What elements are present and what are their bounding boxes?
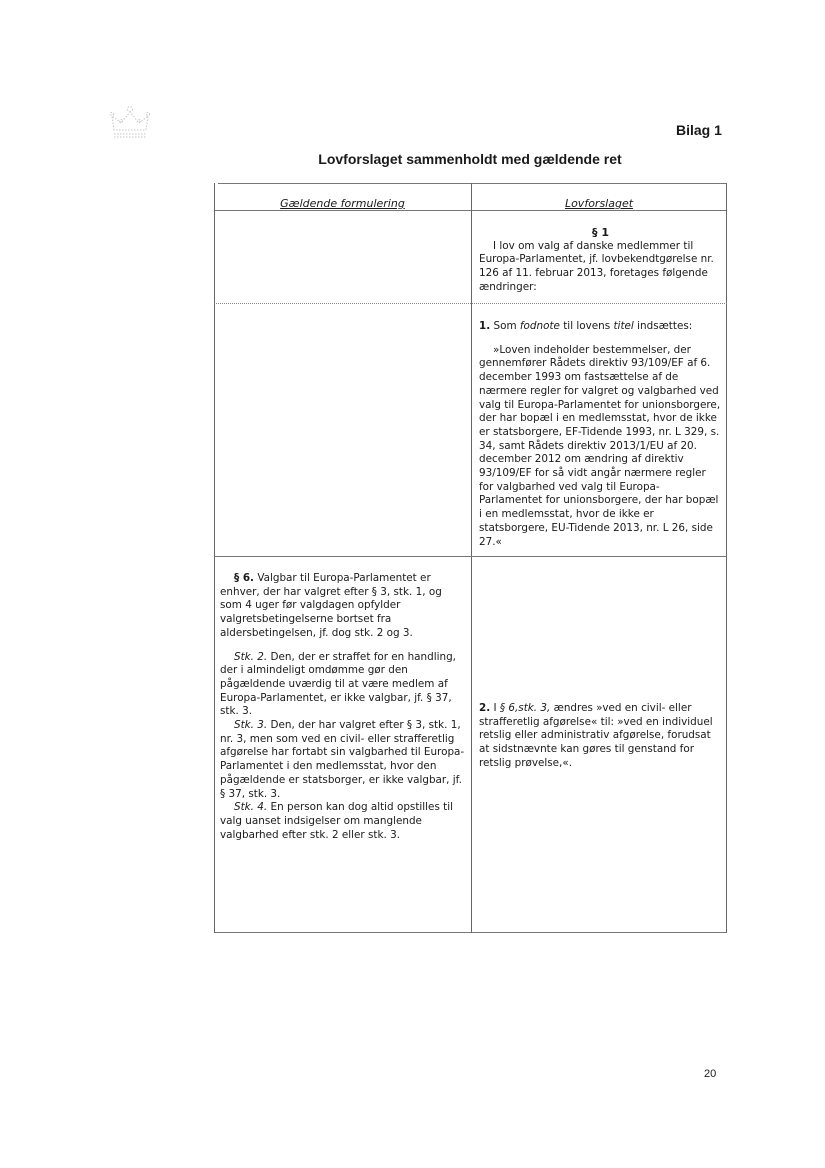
stk-2-label: Stk. 2.: [234, 650, 268, 663]
section-sign: § 1: [592, 226, 609, 239]
row2-proposal-cell: [479, 320, 722, 549]
amendment-1: [479, 320, 722, 334]
section-6-label: § 6.: [234, 572, 254, 584]
stk-3: [220, 719, 466, 801]
stk-4-text: En person kan dog altid opstilles til valg uanset indsigelser om manglende valgbarhed efter stk. 2 eller stk. 3.: [220, 801, 454, 841]
column-divider: [471, 183, 472, 933]
footnote-quote: »Loven indeholder bestemmelser, der gennemfører Rådets direktiv 93/109/EF af 6. december 1993 om fastsættelse af de nærmere regler for valgret og valgbarhed ved valg til Europa-Parlamentet for unionsborgere, der har bopæl i en medlemsstat, hvor de ikke er statsborgere, EF-Tidende 1993, nr. L 329, s. 34, samt Rådets direktiv 2013/1/EU af 20. december 2012 om ændring af direktiv 93/109/EF for så vidt angår nærmere regler for valgbarhed ved valg til Europa-Parlamentet for unionsborgere, der har bopæl i en medlemsstat, hvor de ikke er statsborgere, EU-Tidende 2013, nr. L 26, side 27.«: [479, 343, 721, 548]
current-law-cell: [220, 572, 466, 842]
amendment-1-text: indsættes:: [637, 320, 693, 332]
page-title: Lovforslaget sammenholdt med gældende ret: [318, 151, 622, 167]
stk-2: [220, 651, 466, 720]
comparison-table: [214, 183, 727, 933]
section-6-text: Valgbar til Europa-Parlamentet er enhver, der har valgret efter § 3, stk. 1, og som 4 uger før valgdagen opfylder valgretsbetingelserne bortset fra aldersbetingelsen, jf. dog stk. 2 og 3.: [220, 572, 442, 639]
table-right-border: [726, 183, 727, 933]
page-number: 20: [704, 1068, 717, 1080]
stk-3-label: Stk. 3.: [234, 719, 268, 732]
table-top-border: [218, 183, 727, 184]
intro-text: I lov om valg af danske medlemmer til Europa-Parlamentet, jf. lovbekendtgørelse nr. 126 af 11. februar 2013, foretages følgende ændringer:: [479, 239, 714, 293]
amendment-2-cell: [479, 702, 722, 771]
table-left-border: [214, 183, 215, 933]
amendment-2-text: I: [493, 702, 497, 714]
stk-3-text: Den, der har valgret efter § 3, stk. 1, nr. 3, men som ved en civil- eller strafferetlig afgørelse har fortabt sin valgbarhed til Europa-Parlamentet i den medlemsstat, hvor den pågældende er statsborger, er ikke valgbar, jf. § 37, stk. 3.: [220, 719, 465, 800]
col1-header: Gældende formulering: [280, 197, 405, 210]
amendment-2-text: ændres »ved en civil- eller strafferetlig afgørelse« til: »ved en individuel retslig eller administrativ afgørelse, forudsat at sidstnævnte kan gøres til genstand for retslig prøvelse,«.: [479, 702, 713, 769]
amendment-2-emphasis: § 6,stk. 3,: [499, 702, 551, 714]
amendment-1-number: 1.: [479, 320, 491, 332]
amendment-1-text: Som: [493, 320, 517, 332]
annex-label: Bilag 1: [676, 122, 722, 138]
amendment-1-text: til lovens: [563, 320, 611, 332]
amendment-1-emphasis: titel: [613, 320, 634, 332]
row2-divider: [214, 556, 727, 557]
amendment-2: [479, 702, 722, 771]
col2-header: Lovforslaget: [564, 197, 634, 210]
section-6: [220, 572, 466, 641]
crown-logo-icon: [108, 104, 152, 140]
stk-4: [220, 801, 466, 842]
stk-4-label: Stk. 4.: [234, 801, 268, 814]
stk-2-text: Den, der er straffet for en handling, der i almindeligt omdømme gør den pågældende uværdig til at være medlem af Europa-Parlamentet, er ikke valgbar, jf. § 37, stk. 3.: [220, 650, 456, 718]
amendment-2-number: 2.: [479, 702, 491, 714]
row1-proposal-cell: [479, 226, 722, 295]
amendment-1-emphasis: fodnote: [519, 320, 560, 332]
row1-divider: [214, 303, 727, 304]
